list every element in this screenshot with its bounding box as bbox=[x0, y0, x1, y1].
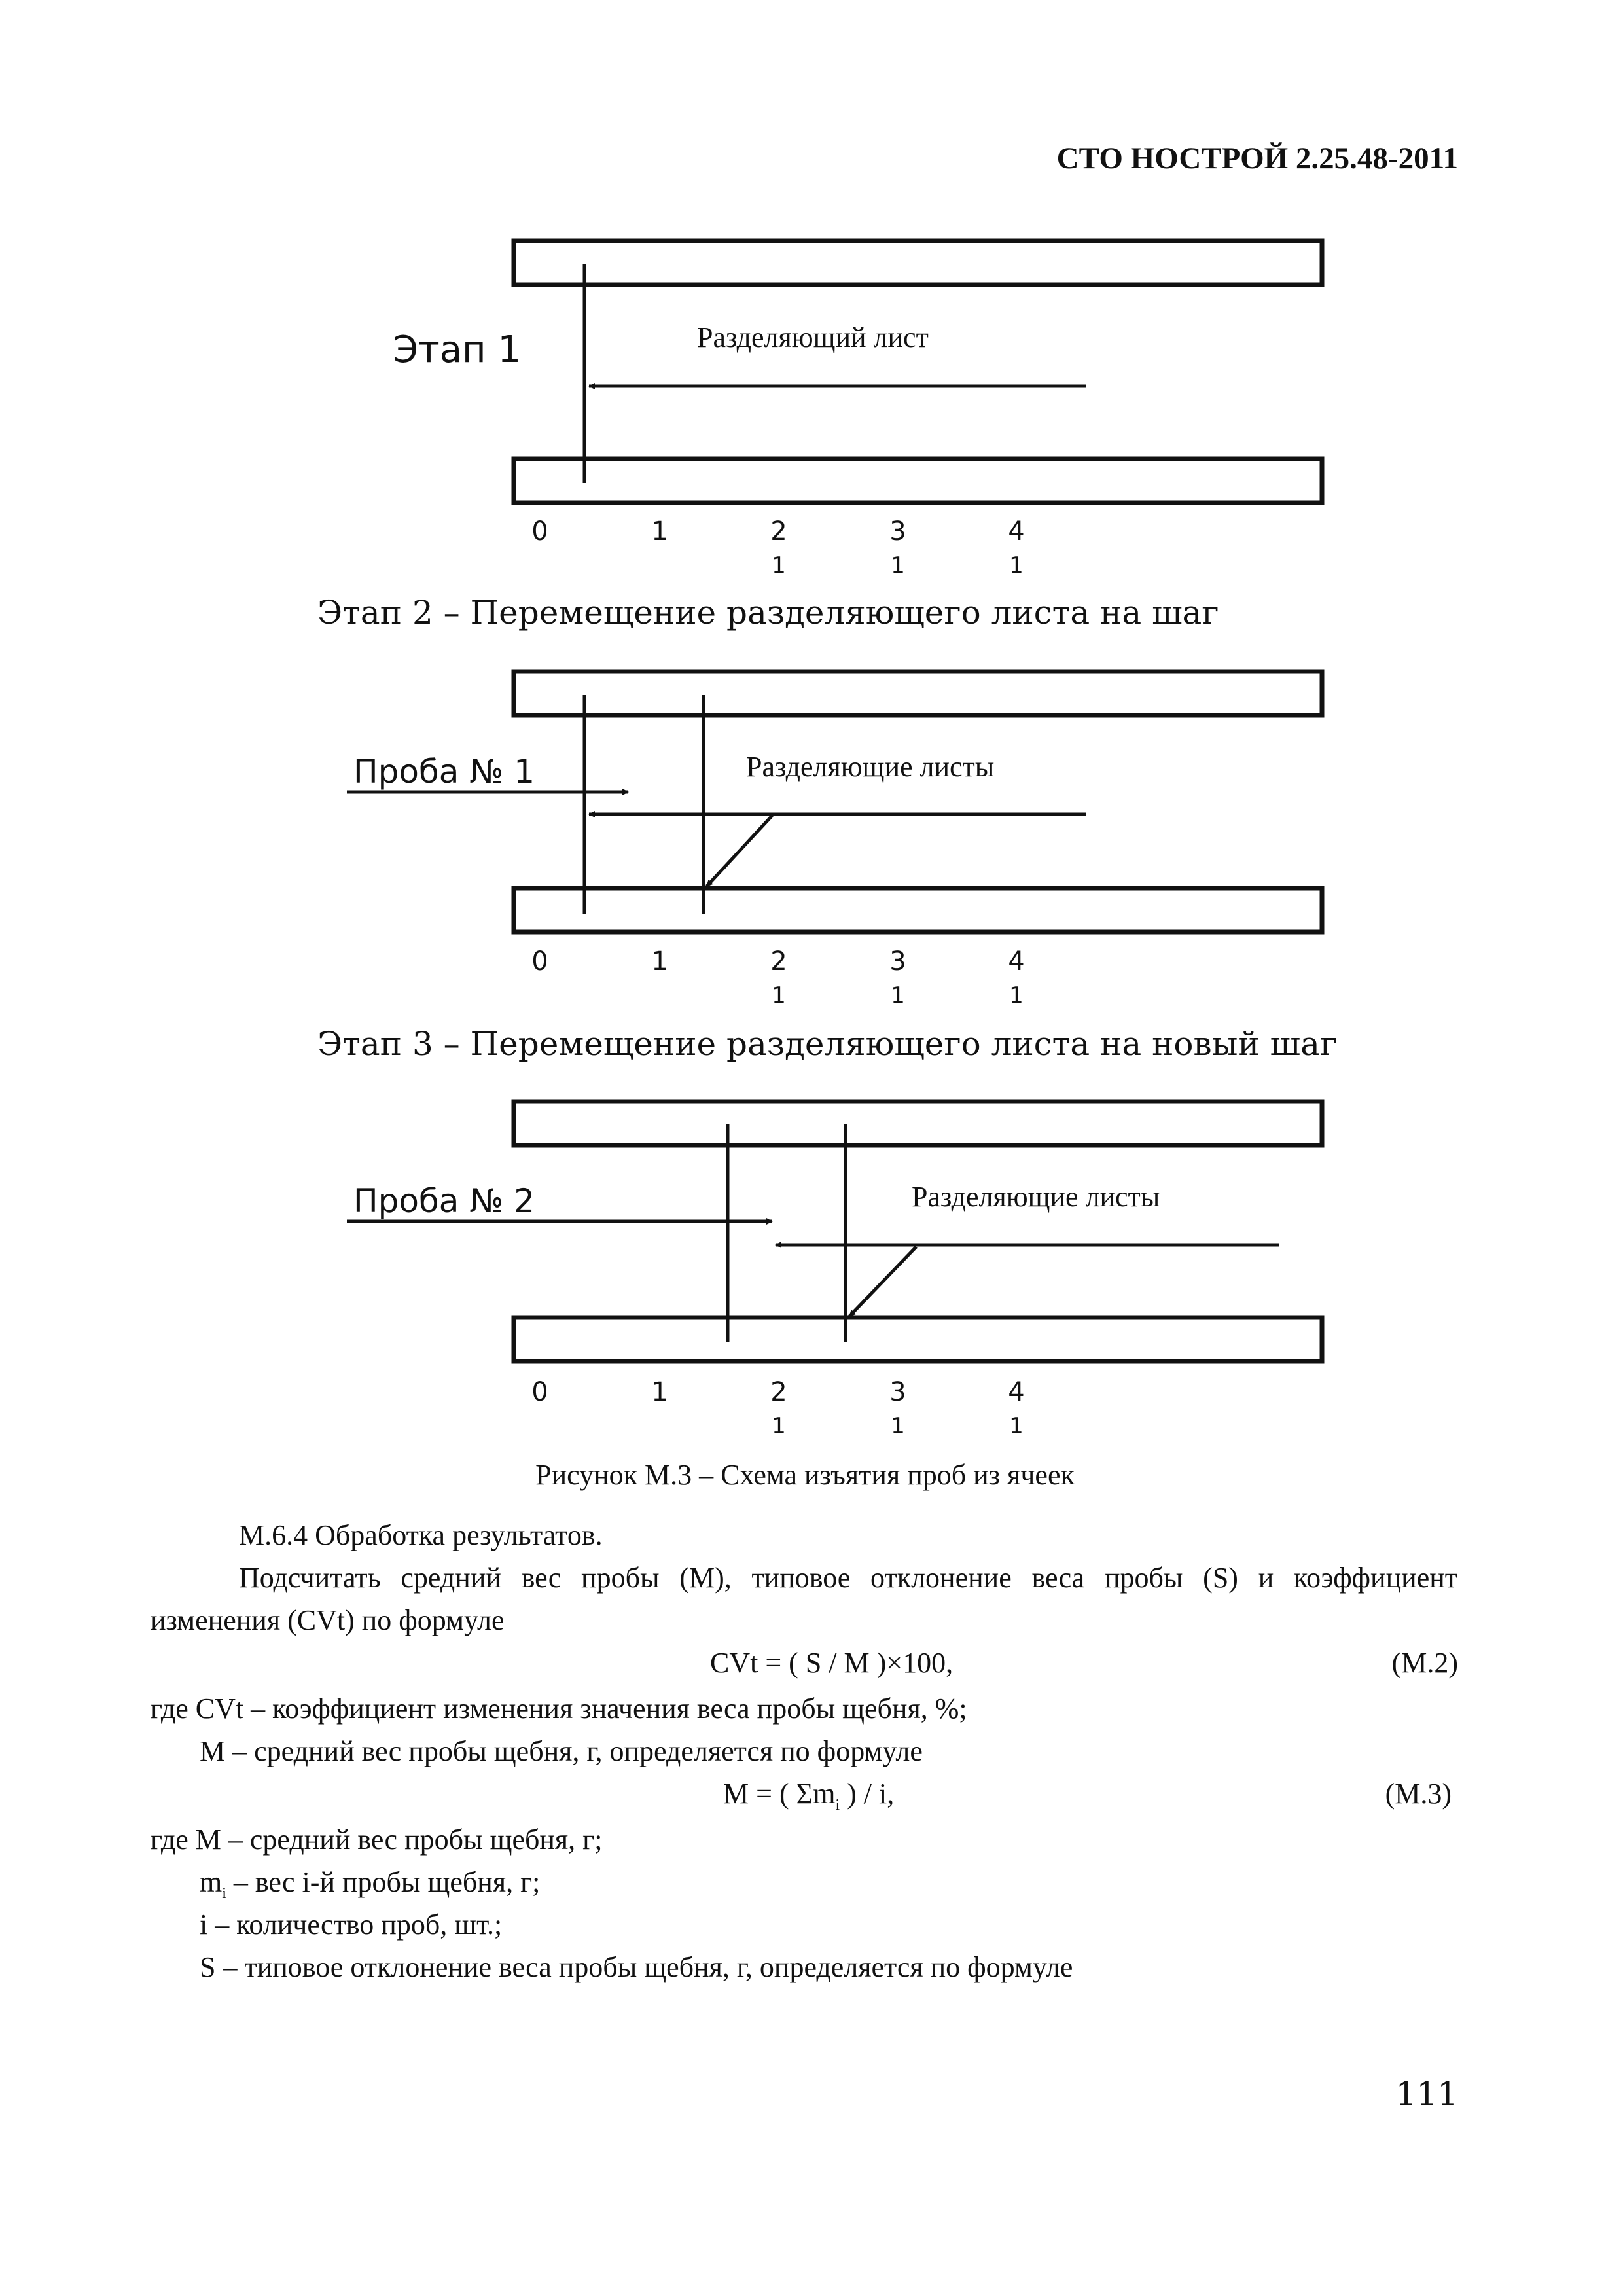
stage3-subtick-4: 1 bbox=[1009, 1413, 1024, 1439]
where-cvt: где CVt – коэффициент изменения значения веса пробы щебня, %; bbox=[151, 1693, 967, 1725]
stage2-scale-2: 2 bbox=[770, 946, 787, 977]
formula-m3 bbox=[723, 1777, 894, 1814]
stage3-bottom-bar bbox=[514, 1318, 1322, 1361]
stage3-scale-3: 3 bbox=[889, 1377, 906, 1407]
intro-line-2: изменения (CVt) по формуле bbox=[151, 1604, 505, 1636]
s-definition: S – типовое отклонение веса пробы щебня, г, определяется по формуле bbox=[200, 1951, 1073, 1983]
section-heading: М.6.4 Обработка результатов. bbox=[239, 1519, 603, 1551]
stage3-diagonal-arrow bbox=[849, 1247, 916, 1316]
stage1-scale-1: 1 bbox=[651, 516, 668, 547]
formula-m2-number: (М.2) bbox=[1391, 1647, 1458, 1679]
page-number: 111 bbox=[1395, 2075, 1458, 2113]
formula-m3-left: M = ( Σm bbox=[723, 1778, 836, 1810]
stage3-scale-1: 1 bbox=[651, 1377, 668, 1407]
stage2-diagonal-arrow bbox=[707, 816, 772, 886]
stage3-title: Этап 3 – Перемещение разделяющего листа на новый шаг bbox=[317, 1025, 1338, 1063]
m-definition: М – средний вес пробы щебня, г, определяется по формуле bbox=[200, 1735, 923, 1767]
stage2-scale-3: 3 bbox=[889, 946, 906, 977]
formula-m3-number: (М.3) bbox=[1385, 1778, 1452, 1810]
document-code-header: СТО НОСТРОЙ 2.25.48-2011 bbox=[1056, 141, 1458, 175]
mi-symbol: m bbox=[200, 1866, 223, 1898]
stage2-scale-0: 0 bbox=[531, 946, 548, 977]
formula-m2: CVt = ( S / M )×100, bbox=[710, 1647, 954, 1679]
stage3-scale-0: 0 bbox=[531, 1377, 548, 1407]
stage3-sample-label: Проба № 2 bbox=[353, 1182, 535, 1220]
stage3-subtick-3: 1 bbox=[891, 1413, 905, 1439]
formula-m3-right: ) / i, bbox=[840, 1778, 895, 1810]
stage1-scale-2: 2 bbox=[770, 516, 787, 547]
formula-m3-subscript: i bbox=[835, 1796, 840, 1814]
stage1-subtick-2: 1 bbox=[772, 552, 786, 579]
stage1-scale-3: 3 bbox=[889, 516, 906, 547]
stage2-scale-4: 4 bbox=[1008, 946, 1025, 977]
stage2-subtick-4: 1 bbox=[1009, 982, 1024, 1009]
stage3-scale-2: 2 bbox=[770, 1377, 787, 1407]
stage2-subtick-2: 1 bbox=[772, 982, 786, 1009]
mi-subscript: i bbox=[222, 1884, 226, 1902]
stage3-top-bar bbox=[514, 1102, 1322, 1145]
stage1-bottom-bar bbox=[514, 459, 1322, 503]
stage1-sheet-label: Разделяющий лист bbox=[697, 321, 929, 353]
i-definition: i – количество проб, шт.; bbox=[200, 1909, 503, 1941]
stage1-scale-0: 0 bbox=[531, 516, 548, 547]
mi-definition bbox=[200, 1865, 540, 1903]
stage2-bottom-bar bbox=[514, 888, 1322, 932]
stage1-scale-4: 4 bbox=[1008, 516, 1025, 547]
stage1-subtick-4: 1 bbox=[1009, 552, 1024, 579]
stage3-subtick-2: 1 bbox=[772, 1413, 786, 1439]
stage1-top-bar bbox=[514, 241, 1322, 285]
stage2-title: Этап 2 – Перемещение разделяющего листа на шаг bbox=[317, 594, 1219, 632]
figure-caption: Рисунок М.3 – Схема изъятия проб из ячеек bbox=[535, 1459, 1075, 1491]
stage3-sheet-label: Разделяющие листы bbox=[912, 1181, 1160, 1213]
stage2-top-bar bbox=[514, 672, 1322, 715]
stage2-scale-1: 1 bbox=[651, 946, 668, 977]
stage2-subtick-3: 1 bbox=[891, 982, 905, 1009]
stage1-label: Этап 1 bbox=[393, 329, 522, 371]
mi-text: – вес i-й пробы щебня, г; bbox=[226, 1866, 541, 1898]
stage3-scale-4: 4 bbox=[1008, 1377, 1025, 1407]
intro-line-1: Подсчитать средний вес пробы (М), типовое отклонение веса пробы (S) и коэффициент bbox=[239, 1562, 1457, 1594]
where-m: где М – средний вес пробы щебня, г; bbox=[151, 1823, 603, 1856]
stage2-sample-label: Проба № 1 bbox=[353, 753, 535, 791]
stage1-subtick-3: 1 bbox=[891, 552, 905, 579]
stage2-sheet-label: Разделяющие листы bbox=[746, 751, 995, 783]
